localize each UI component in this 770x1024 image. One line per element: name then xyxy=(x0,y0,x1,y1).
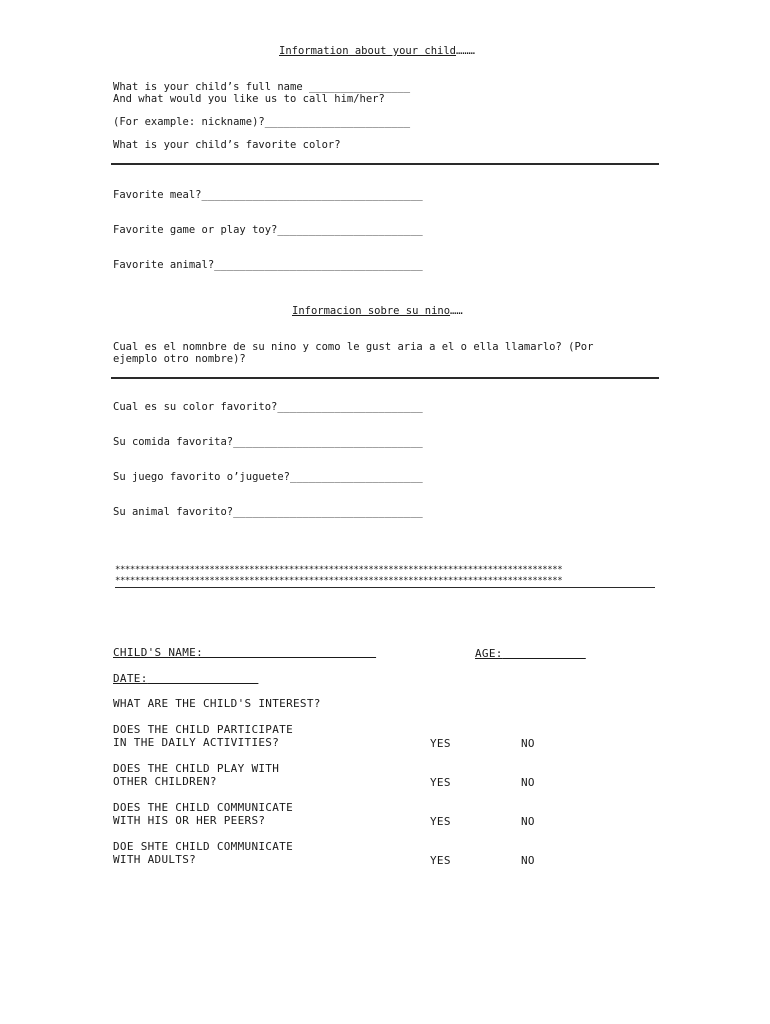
pregunta-comida-favorita: Su comida favorita?______________________________ xyxy=(113,436,423,448)
date-blank xyxy=(148,672,259,685)
pregunta-nombre-linea1: Cual es el nomnbre de su nino y como le gust aria a el o ella llamarlo? (Por xyxy=(113,341,594,353)
answer-yes[interactable]: YES xyxy=(430,854,451,867)
question-play-line2: OTHER CHILDREN? xyxy=(113,775,217,788)
question-favorite-meal: Favorite meal?___________________________________ xyxy=(113,189,423,201)
question-favorite-color: What is your child’s favorite color? xyxy=(113,139,341,151)
answer-no[interactable]: NO xyxy=(521,737,535,750)
answer-no[interactable]: NO xyxy=(521,776,535,789)
spanish-title xyxy=(292,305,463,317)
question-adults-line1: DOE SHTE CHILD COMMUNICATE xyxy=(113,840,293,853)
age-field xyxy=(475,647,586,660)
star-separator-line1: ****************************************************************************************** xyxy=(115,565,563,575)
age-blank xyxy=(503,647,586,660)
answer-no[interactable]: NO xyxy=(521,815,535,828)
question-full-name: What is your child’s full name ________________ xyxy=(113,81,411,93)
question-peers-line2: WITH HIS OR HER PEERS? xyxy=(113,814,266,827)
question-nickname: (For example: nickname)?_______________________ xyxy=(113,116,411,128)
star-separator-line2: ****************************************************************************************** xyxy=(115,576,563,586)
pregunta-color-favorito: Cual es su color favorito?_______________________ xyxy=(113,401,423,413)
question-favorite-game: Favorite game or play toy?_______________________ xyxy=(113,224,423,236)
question-interests: WHAT ARE THE CHILD'S INTEREST? xyxy=(113,697,321,710)
answer-yes[interactable]: YES xyxy=(430,815,451,828)
english-title-text: Information about your child xyxy=(279,45,457,57)
answer-no[interactable]: NO xyxy=(521,854,535,867)
pregunta-nombre-linea2: ejemplo otro nombre)? xyxy=(113,353,246,365)
question-peers-line1: DOES THE CHILD COMMUNICATE xyxy=(113,801,293,814)
section-divider xyxy=(111,163,659,165)
english-title-trail: ……… xyxy=(456,45,475,57)
question-participate-line2: IN THE DAILY ACTIVITIES? xyxy=(113,736,280,749)
answer-yes[interactable]: YES xyxy=(430,776,451,789)
date-field xyxy=(113,673,258,685)
spanish-title-text: Informacion sobre su nino xyxy=(292,305,451,317)
question-adults-line2: WITH ADULTS? xyxy=(113,853,197,866)
child-name-field xyxy=(113,647,376,659)
section-divider xyxy=(111,377,659,379)
pregunta-animal-favorito: Su animal favorito?______________________________ xyxy=(113,506,423,518)
spanish-title-trail: …… xyxy=(450,305,463,317)
question-favorite-animal: Favorite animal?_________________________________ xyxy=(113,259,423,271)
child-name-label: CHILD'S NAME: xyxy=(113,646,203,659)
date-label: DATE: xyxy=(113,672,148,685)
english-title xyxy=(279,45,475,57)
question-play-line1: DOES THE CHILD PLAY WITH xyxy=(113,762,280,775)
pregunta-juego-favorito: Su juego favorito o’juguete?_____________________ xyxy=(113,471,423,483)
star-separator-underline xyxy=(115,587,655,588)
answer-yes[interactable]: YES xyxy=(430,737,451,750)
age-label: AGE: xyxy=(475,647,503,660)
child-name-blank xyxy=(203,646,376,659)
question-participate-line1: DOES THE CHILD PARTICIPATE xyxy=(113,723,293,736)
question-call-name: And what would you like us to call him/her? xyxy=(113,93,385,105)
